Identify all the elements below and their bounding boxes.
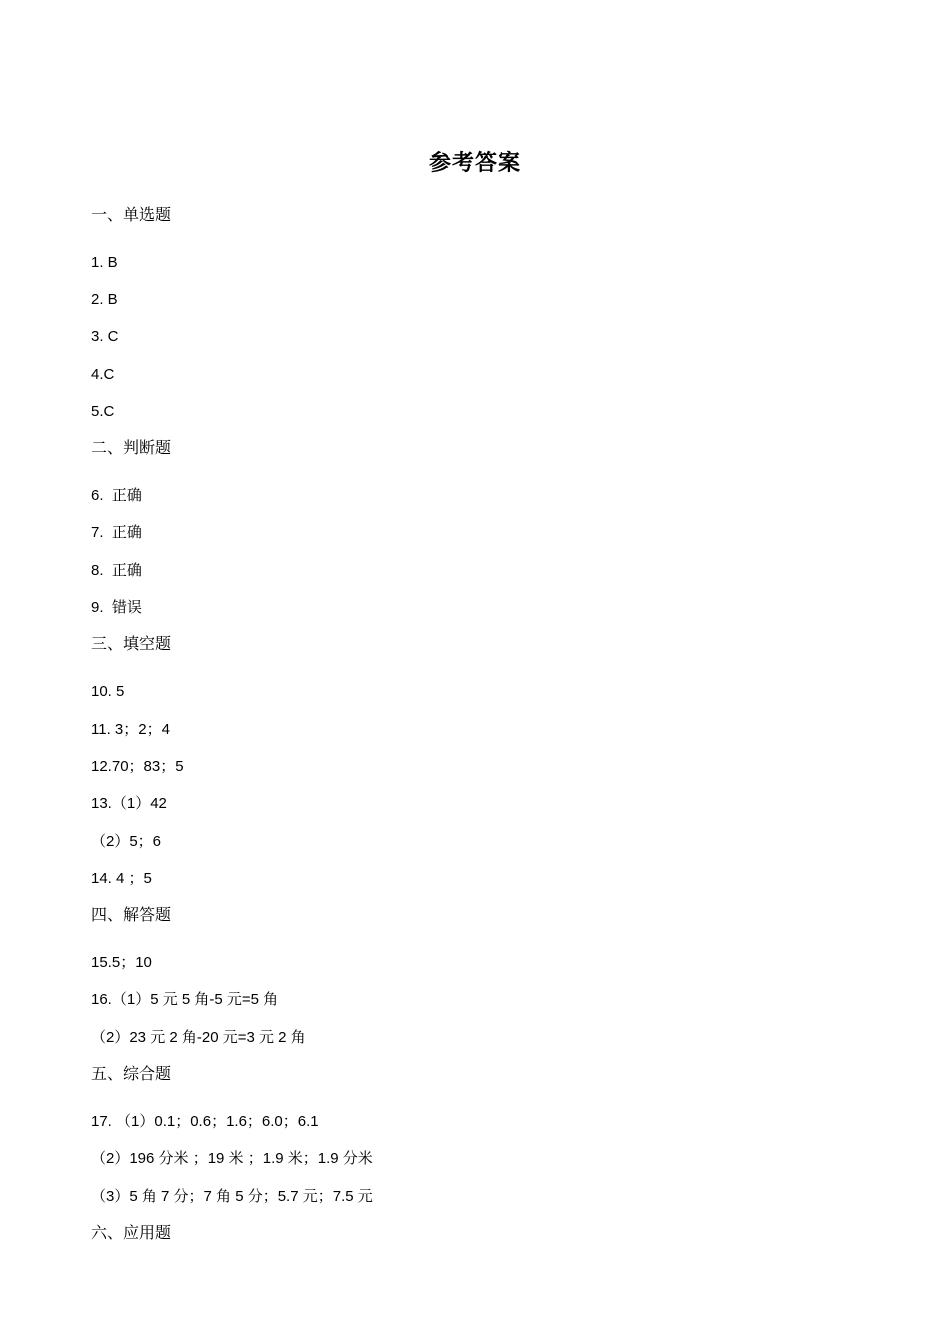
answer-line: 6. 正确 — [91, 487, 142, 504]
answer-line: 8. 正确 — [91, 562, 142, 579]
answer-line: 7. 正确 — [91, 524, 142, 541]
answer-line: 16.（1）5 元 5 角-5 元=5 角 — [91, 991, 279, 1008]
answer-line: 5.C — [91, 403, 115, 420]
section-heading-true-false: 二、判断题 — [91, 440, 172, 457]
answer-line: 4.C — [91, 366, 115, 383]
answer-line: 13.（1）42 — [91, 795, 167, 812]
answer-line: 15.5；10 — [91, 954, 152, 971]
answer-line: 14. 4 ；5 — [91, 870, 152, 887]
answer-line: （3）5 角 7 分；7 角 5 分；5.7 元；7.5 元 — [91, 1188, 373, 1205]
answer-line: 9. 错误 — [91, 599, 142, 616]
answer-line: 2. B — [91, 291, 118, 308]
answer-line: 3. C — [91, 328, 119, 345]
page-title: 参考答案 — [428, 150, 521, 175]
section-heading-fill-blank: 三、填空题 — [91, 636, 172, 653]
answer-line: 17. （1）0.1；0.6；1.6；6.0；6.1 — [91, 1113, 319, 1130]
answer-line: （2）5；6 — [91, 833, 162, 850]
section-heading-application: 六、应用题 — [91, 1225, 172, 1242]
section-heading-solve: 四、解答题 — [91, 907, 172, 924]
answer-line: 11. 3；2；4 — [91, 721, 170, 738]
answer-line: 10. 5 — [91, 683, 125, 700]
answer-line: （2）196 分米 ；19 米 ；1.9 米；1.9 分米 — [91, 1150, 373, 1167]
section-heading-single-choice: 一、单选题 — [91, 207, 172, 224]
answer-line: 1. B — [91, 254, 118, 271]
answer-line: 12.70；83；5 — [91, 758, 184, 775]
answer-line: （2）23 元 2 角-20 元=3 元 2 角 — [91, 1029, 306, 1046]
section-heading-comprehensive: 五、综合题 — [91, 1066, 172, 1083]
